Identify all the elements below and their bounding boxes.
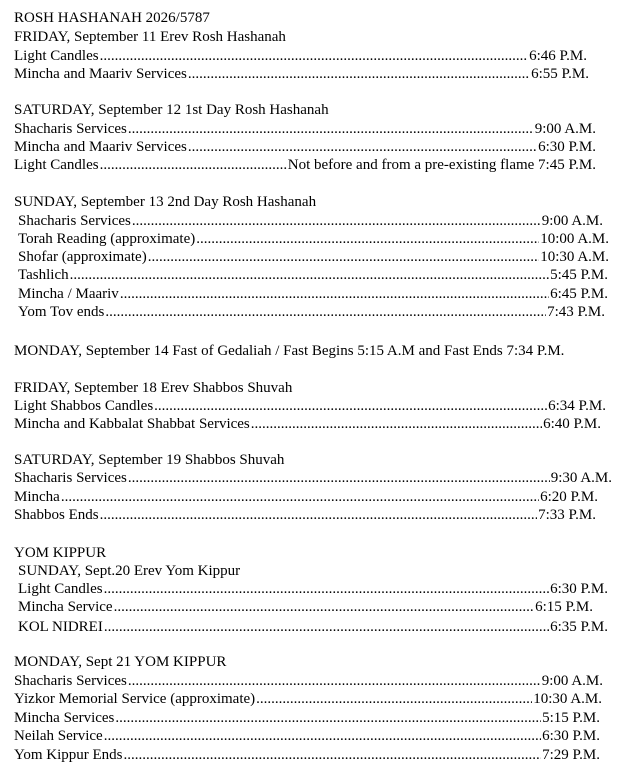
entry-label: Mincha and Kabbalat Shabbat Services [14, 416, 250, 432]
entry-time: 7:43 P.M. [547, 304, 605, 320]
entry-time: 9:00 A.M. [534, 121, 596, 137]
entry-label: Mincha and Maariv Services [14, 66, 187, 82]
entry-label: Mincha [14, 489, 60, 505]
entry-label: Mincha Service [18, 599, 113, 615]
entry-label: Torah Reading (approximate) [18, 231, 196, 247]
dot-leader [114, 598, 535, 616]
dot-leader [105, 303, 546, 321]
entry-time: 7:33 P.M. [538, 507, 596, 523]
entry-time: 10:30 A.M. [533, 691, 602, 707]
heading-saturday-sep12: SATURDAY, September 12 1st Day Rosh Hashanah [14, 102, 329, 118]
dot-leader [124, 746, 542, 764]
entry-time: 7:29 P.M. [542, 747, 600, 763]
entry-light-candles [14, 156, 596, 174]
dot-leader [196, 230, 539, 248]
dot-leader [104, 580, 549, 598]
dot-leader [104, 727, 541, 745]
entry-label: Mincha Services [14, 710, 115, 726]
entry-time: 6:20 P.M. [540, 489, 598, 505]
entry-label: Light Candles [14, 157, 99, 173]
entry-time: 6:30 P.M. [538, 139, 596, 155]
entry-kol-nidrei [18, 618, 608, 636]
entry-light-candles [18, 580, 608, 598]
entry-yom-kippur-ends [14, 746, 600, 764]
entry-yizkor [14, 690, 602, 708]
entry-shabbos-ends [14, 506, 596, 524]
entry-label: Yom Kippur Ends [14, 747, 123, 763]
dot-leader [188, 138, 537, 156]
entry-time: 6:34 P.M. [548, 398, 606, 414]
entry-label: Neilah Service [14, 728, 103, 744]
entry-label: Shabbos Ends [14, 507, 99, 523]
dot-leader [128, 672, 541, 690]
dot-leader [115, 709, 541, 727]
entry-shacharis [18, 212, 603, 230]
entry-label: Shacharis Services [14, 121, 127, 137]
dot-leader [100, 47, 528, 65]
entry-time: 9:00 A.M. [541, 673, 603, 689]
dot-leader [128, 469, 550, 487]
entry-label: Yom Tov ends [18, 304, 105, 320]
entry-light-shabbos-candles [14, 397, 606, 415]
entry-mincha-kabbalat-shabbat [14, 415, 601, 433]
entry-time: 6:45 P.M. [550, 286, 608, 302]
entry-mincha-maariv [14, 65, 589, 83]
dot-leader [132, 212, 541, 230]
entry-label: Mincha / Maariv [18, 286, 119, 302]
entry-time: 5:15 P.M. [542, 710, 600, 726]
dot-leader [104, 618, 549, 636]
dot-leader [256, 690, 532, 708]
heading-yom-kippur: YOM KIPPUR [14, 545, 107, 561]
heading-monday-sep14: MONDAY, September 14 Fast of Gedaliah / Fast Begins 5:15 A.M and Fast Ends 7:34 P.M. [14, 343, 565, 359]
dot-leader [148, 248, 540, 266]
entry-time: 9:00 A.M. [541, 213, 603, 229]
entry-time: 6:55 P.M. [531, 66, 589, 82]
entry-time: Not before and from a pre-existing flame 7:45 P.M. [287, 157, 596, 173]
dot-leader [128, 120, 534, 138]
entry-time: 6:35 P.M. [550, 619, 608, 635]
dot-leader [188, 65, 530, 83]
entry-light-candles [14, 47, 587, 65]
heading-saturday-sep19: SATURDAY, September 19 Shabbos Shuvah [14, 452, 285, 468]
entry-label: Yizkor Memorial Service (approximate) [14, 691, 256, 707]
entry-shacharis [14, 672, 603, 690]
heading-monday-sep21: MONDAY, Sept 21 YOM KIPPUR [14, 654, 227, 670]
entry-time: 6:46 P.M. [529, 48, 587, 64]
entry-mincha-services [14, 709, 600, 727]
dot-leader [70, 266, 549, 284]
entry-mincha [14, 488, 598, 506]
entry-label: Light Shabbos Candles [14, 398, 154, 414]
entry-label: Shacharis Services [18, 213, 131, 229]
dot-leader [100, 506, 537, 524]
heading-sunday-sep20: SUNDAY, Sept.20 Erev Yom Kippur [18, 563, 241, 579]
entry-time: 9:30 A.M. [550, 470, 612, 486]
entry-label: KOL NIDREI [18, 619, 103, 635]
dot-leader [61, 488, 539, 506]
entry-tashlich [18, 266, 608, 284]
entry-label: Shofar (approximate) [18, 249, 147, 265]
entry-time: 10:30 A.M. [540, 249, 609, 265]
entry-time: 10:00 A.M. [540, 231, 609, 247]
entry-time: 5:45 P.M. [550, 267, 608, 283]
entry-label: Tashlich [18, 267, 69, 283]
entry-label: Shacharis Services [14, 470, 127, 486]
entry-mincha-maariv [18, 285, 608, 303]
entry-label: Light Candles [18, 581, 103, 597]
dot-leader [100, 156, 287, 174]
heading-sunday-sep13: SUNDAY, September 13 2nd Day Rosh Hashanah [14, 194, 317, 210]
entry-shofar [18, 248, 609, 266]
entry-time: 6:30 P.M. [542, 728, 600, 744]
entry-label: Mincha and Maariv Services [14, 139, 187, 155]
dot-leader [251, 415, 542, 433]
entry-torah-reading [18, 230, 609, 248]
entry-label: Light Candles [14, 48, 99, 64]
entry-label: Shacharis Services [14, 673, 127, 689]
entry-mincha-service [18, 598, 593, 616]
entry-time: 6:40 P.M. [543, 416, 601, 432]
heading-friday-sep18: FRIDAY, September 18 Erev Shabbos Shuvah [14, 380, 293, 396]
dot-leader [120, 285, 549, 303]
heading-rosh-hashanah: ROSH HASHANAH 2026/5787 [14, 10, 210, 26]
entry-yom-tov-ends [18, 303, 605, 321]
entry-time: 6:30 P.M. [550, 581, 608, 597]
entry-mincha-maariv [14, 138, 596, 156]
entry-shacharis [14, 469, 612, 487]
heading-friday-sep11: FRIDAY, September 11 Erev Rosh Hashanah [14, 29, 286, 45]
entry-time: 6:15 P.M. [535, 599, 593, 615]
entry-shacharis [14, 120, 596, 138]
entry-neilah [14, 727, 600, 745]
dot-leader [154, 397, 547, 415]
